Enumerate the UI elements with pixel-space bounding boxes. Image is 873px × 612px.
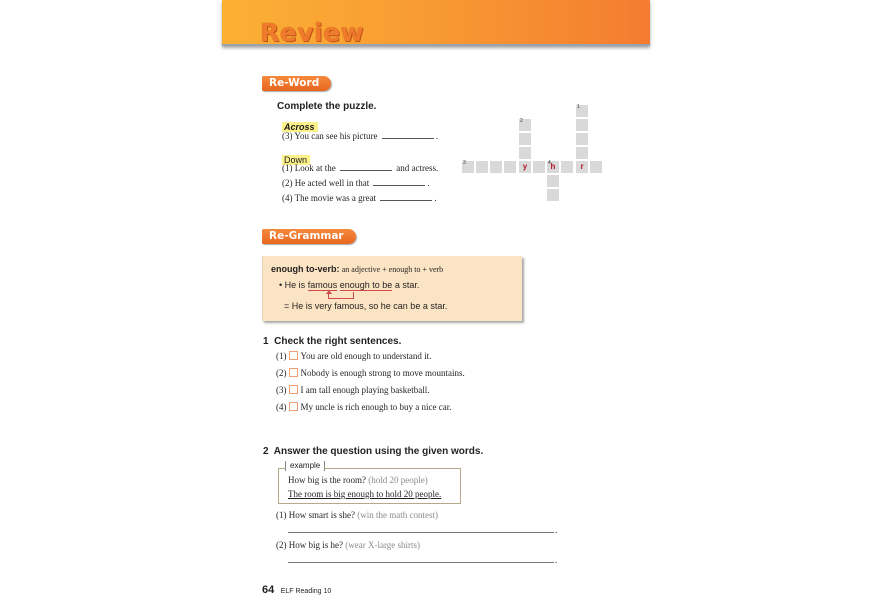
crossword-cell[interactable]: [462, 161, 474, 173]
example-enough-to: enough to be: [339, 280, 393, 290]
crossword-cell[interactable]: [519, 147, 531, 159]
down-clue-1: [282, 162, 438, 173]
book-title: ELF Reading 10: [280, 588, 332, 595]
grammar-example: [279, 280, 419, 290]
review-header: [222, 0, 650, 46]
down-clue-4: [282, 192, 437, 203]
item-number: (4): [276, 402, 287, 412]
exercise-1-heading: [263, 336, 401, 347]
question-text: How big is the room?: [288, 475, 366, 485]
crossword-cell[interactable]: [519, 119, 531, 131]
item-number: (2): [276, 368, 287, 378]
crossword-cell[interactable]: [576, 161, 588, 173]
item-text: Nobody is enough strong to move mountains.: [300, 368, 465, 378]
checkbox[interactable]: [289, 385, 298, 394]
clue-number-label: 3: [463, 160, 466, 166]
question-hint: (hold 20 people): [368, 475, 428, 485]
check-item-2: [276, 368, 465, 378]
clue-number: (2): [282, 178, 293, 188]
question-hint: (wear X-large shirts): [345, 540, 421, 550]
clue-number: (1): [282, 163, 293, 173]
crossword-cell[interactable]: [576, 133, 588, 145]
across-clue-3: [282, 130, 438, 141]
page-title: Review: [260, 18, 365, 47]
across-label: Across: [282, 122, 318, 132]
question-text: How big is he?: [288, 540, 343, 550]
crossword-cell[interactable]: [519, 161, 531, 173]
example-label: example: [285, 461, 325, 471]
item-number: (1): [276, 351, 287, 361]
checkbox[interactable]: [289, 368, 298, 377]
crossword-cell[interactable]: [576, 147, 588, 159]
exercise-2-heading: [263, 446, 483, 457]
grammar-equivalent: = He is very famous, so he can be a star.: [284, 301, 448, 311]
clue-text: He acted well in that: [294, 178, 370, 188]
answer-line-2[interactable]: [288, 562, 554, 563]
crossword-cell[interactable]: [519, 133, 531, 145]
question-hint: (win the math contest): [357, 510, 438, 520]
crossword-cell[interactable]: [590, 161, 602, 173]
clue-end: .: [434, 193, 437, 203]
page-number: 64: [262, 584, 275, 596]
check-item-1: [276, 351, 431, 361]
bullet: •: [279, 280, 283, 290]
reword-instruction: Complete the puzzle.: [277, 101, 377, 112]
given-letter: y: [522, 162, 528, 171]
crossword-cell[interactable]: [504, 161, 516, 173]
answer-blank[interactable]: [380, 192, 432, 201]
answer-end-1: .: [555, 525, 558, 535]
exercise-instruction: Answer the question using the given words.: [273, 446, 484, 457]
answer-blank[interactable]: [382, 130, 434, 139]
clue-text: You can see his picture: [294, 131, 378, 141]
clue-end: .: [427, 178, 430, 188]
down-clue-2: [282, 177, 430, 188]
question-1: [276, 510, 438, 520]
rule-title: enough to-verb:: [271, 264, 340, 274]
answer-line-1[interactable]: [288, 532, 554, 533]
answer-end-2: .: [555, 555, 558, 565]
example-pre: He is: [284, 280, 306, 290]
example-post: a star.: [394, 280, 420, 290]
given-letter: h: [550, 162, 556, 171]
question-number: (2): [276, 540, 287, 550]
item-text: My uncle is rich enough to buy a nice car.: [300, 402, 452, 412]
crossword-cell[interactable]: [561, 161, 573, 173]
question-text: How smart is she?: [288, 510, 355, 520]
clue-number-label: 4: [548, 160, 551, 166]
crossword-cell[interactable]: [576, 119, 588, 131]
clue-text: The movie was a great: [294, 193, 377, 203]
crossword-cell[interactable]: [490, 161, 502, 173]
item-text: I am tall enough playing basketball.: [300, 385, 430, 395]
clue-text: Look at the: [294, 163, 336, 173]
exercise-instruction: Check the right sentences.: [274, 336, 402, 347]
crossword-cell[interactable]: [476, 161, 488, 173]
question-number: (1): [276, 510, 287, 520]
crossword-cell[interactable]: [547, 175, 559, 187]
check-item-3: [276, 385, 429, 395]
crossword-cell[interactable]: [547, 189, 559, 201]
item-number: (3): [276, 385, 287, 395]
checkbox[interactable]: [289, 402, 298, 411]
rule-text: an adjective + enough to + verb: [341, 265, 444, 274]
answer-blank[interactable]: [340, 162, 392, 171]
footer: [262, 580, 331, 598]
clue-number: (4): [282, 193, 293, 203]
clue-end: and actress.: [396, 163, 439, 173]
clue-number-label: 2: [520, 118, 523, 124]
question-2: [276, 540, 420, 550]
example-answer: The room is big enough to hold 20 people.: [288, 489, 442, 499]
example-question: [288, 475, 428, 485]
example-adjective: famous: [307, 280, 338, 290]
clue-end: .: [435, 131, 438, 141]
arrow-up-icon: [326, 290, 332, 294]
clue-number-label: 1: [577, 104, 580, 110]
check-item-4: [276, 402, 451, 412]
crossword-cell[interactable]: [547, 161, 559, 173]
clue-number: (3): [282, 131, 293, 141]
exercise-number: 2: [263, 446, 269, 457]
answer-blank[interactable]: [373, 177, 425, 186]
item-text: You are old enough to understand it.: [300, 351, 432, 361]
given-letter: r: [580, 162, 584, 171]
crossword-cell[interactable]: [576, 105, 588, 117]
regrammar-badge: Re-Grammar: [262, 229, 356, 244]
reword-badge: Re-Word: [262, 76, 331, 91]
exercise-number: 1: [263, 336, 269, 347]
down-label: Down: [282, 155, 310, 165]
grammar-rule: [271, 264, 443, 274]
crossword-cell[interactable]: [533, 161, 545, 173]
checkbox[interactable]: [289, 351, 298, 360]
